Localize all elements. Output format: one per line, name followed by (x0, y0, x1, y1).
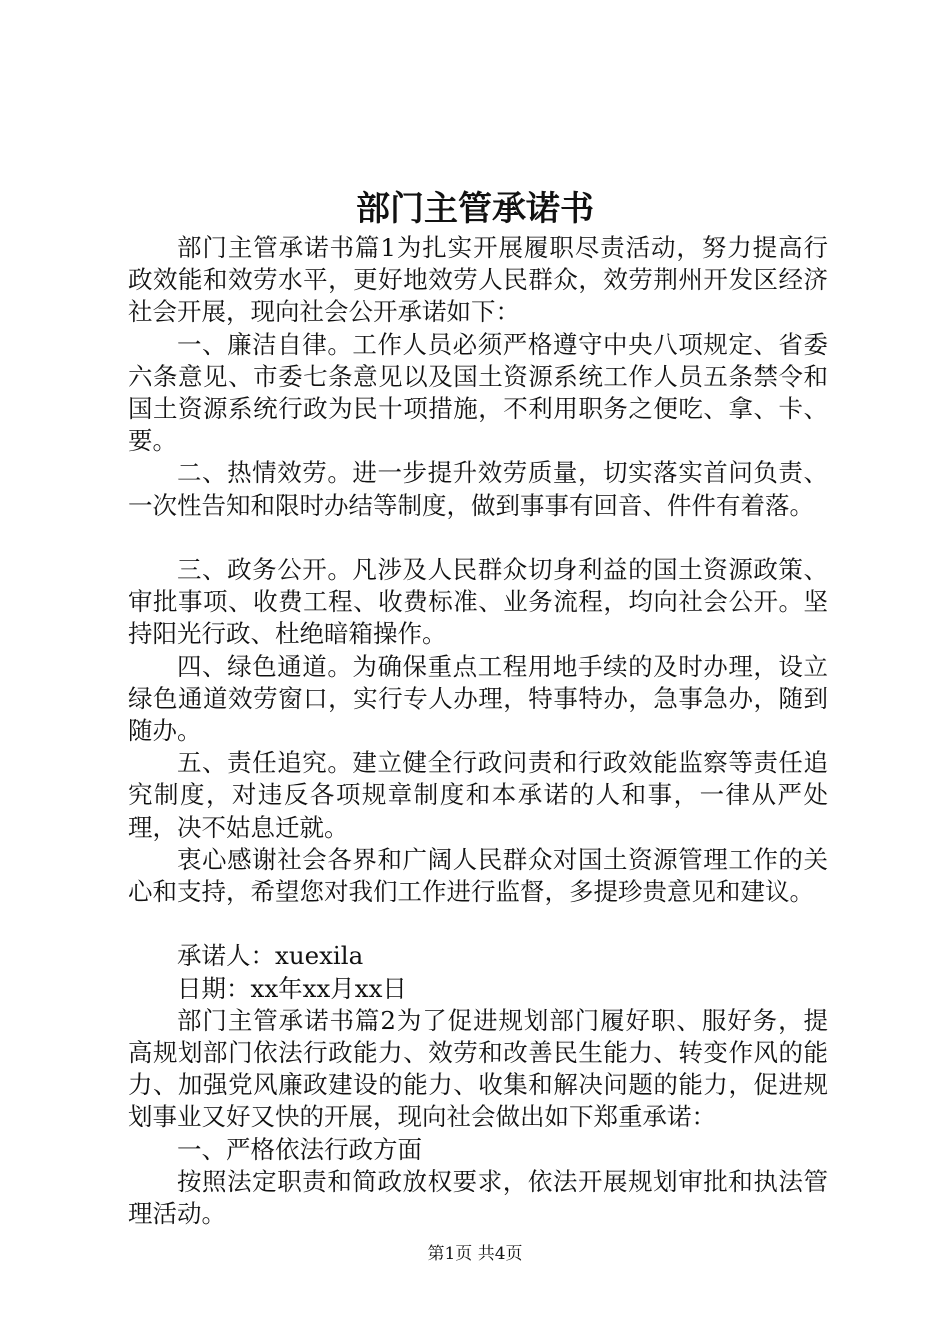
document-body (128, 232, 828, 1230)
page-footer: 第1页 共4页 (427, 1244, 523, 1264)
section-heading: 一、严格依法行政方面 (177, 1134, 422, 1164)
document-title: 部门主管承诺书 (356, 189, 594, 229)
paragraph-item-1: 一、廉洁自律。工作人员必须严格遵守中央八项规定、省委六条意见、市委七条意见以及国土资源系统工作人员五条禁令和国土资源系统行政为民十项措施，不利用职务之便吃、拿、卡、要。 (128, 329, 828, 456)
paragraph-intro: 部门主管承诺书篇1为扎实开展履职尽责活动，努力提高行政效能和效劳水平，更好地效劳人民群众，效劳荆州开发区经济社会开展，现向社会公开承诺如下： (128, 233, 828, 327)
paragraph-item-2: 二、热情效劳。进一步提升效劳质量，切实落实首问负责、一次性告知和限时办结等制度，做到事事有回音、件件有着落。 (128, 458, 828, 520)
paragraph-part2-intro: 部门主管承诺书篇2为了促进规划部门履好职、服好务，提高规划部门依法行政能力、效劳和改善民生能力、转变作风的能力、加强党风廉政建设的能力、收集和解决问题的能力，促进规划事业又好又快的开展，现向社会做出如下郑重承诺： (128, 1005, 828, 1132)
paragraph-item-3: 三、政务公开。凡涉及人民群众切身利益的国土资源政策、审批事项、收费工程、收费标准、业务流程，均向社会公开。坚持阳光行政、杜绝暗箱操作。 (128, 555, 828, 649)
paragraph-part2-item: 按照法定职责和简政放权要求，依法开展规划审批和执法管理活动。 (128, 1166, 828, 1229)
paragraph-item-5: 五、责任追究。建立健全行政问责和行政效能监察等责任追究制度，对违反各项规章制度和本承诺的人和事，一律从严处理，决不姑息迁就。 (128, 748, 828, 842)
paragraph-item-4: 四、绿色通道。为确保重点工程用地手续的及时办理，设立绿色通道效劳窗口，实行专人办理，特事特办，急事急办，随到随办。 (128, 651, 828, 746)
date-line: 日期：xx年xx月xx日 (177, 973, 407, 1003)
signatory-line: 承诺人：xuexila (177, 941, 364, 971)
paragraph-thanks: 衷心感谢社会各界和广阔人民群众对国土资源管理工作的关心和支持，希望您对我们工作进行监督，多提珍贵意见和建议。 (128, 844, 828, 907)
